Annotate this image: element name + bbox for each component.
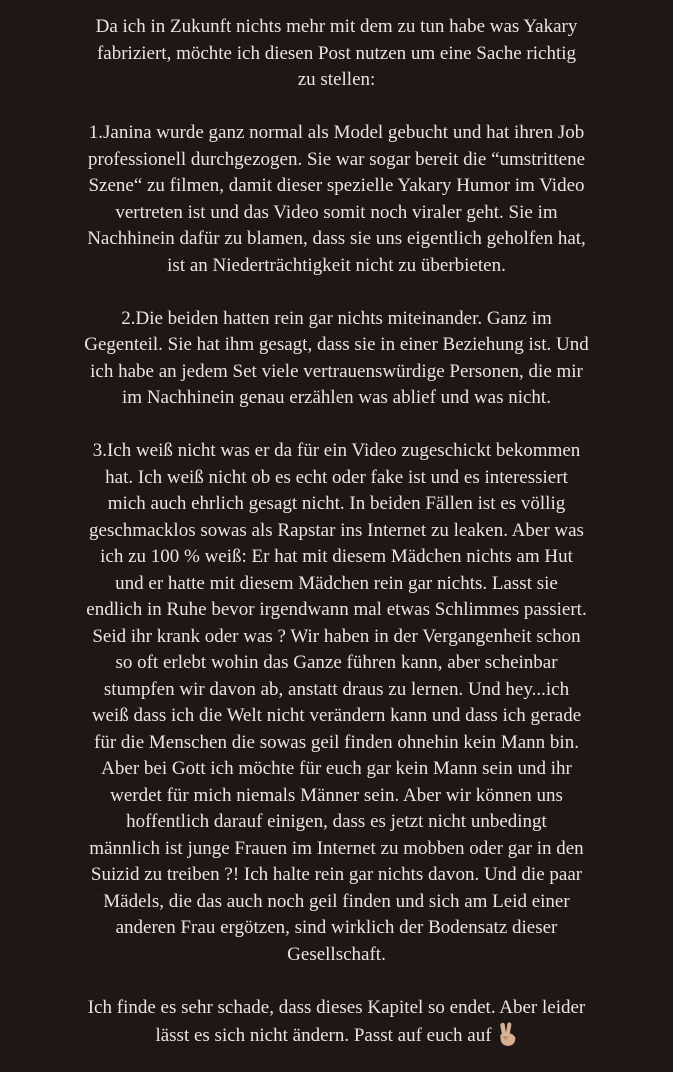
text-line: zu stellen: bbox=[297, 69, 376, 90]
text-line: 1.Janina wurde ganz normal als Model gebucht und hat ihren Job bbox=[88, 122, 585, 143]
text-line: ich habe an jedem Set viele vertrauenswürdige Personen, die mir bbox=[90, 360, 583, 382]
text-line: Mädels, die das auch noch geil finden und sich am Leid einer bbox=[103, 890, 570, 912]
text-line: Da ich in Zukunft nichts mehr mit dem zu tun habe was Yakary bbox=[95, 16, 578, 37]
text-line: Szene“ zu filmen, damit dieser spezielle Yakary Humor im Video bbox=[88, 175, 585, 196]
text-line: männlich ist junge Frauen im Internet zu mobben oder gar in den bbox=[89, 837, 584, 859]
text-line: 2.Die beiden hatten rein gar nichts miteinander. Ganz im bbox=[121, 307, 552, 329]
text-line: Nachhinein dafür zu blamen, dass sie uns eigentlich geholfen hat, bbox=[87, 228, 586, 249]
text-line: weiß dass ich die Welt nicht verändern kann und dass ich gerade bbox=[91, 705, 582, 726]
victory-hand-icon bbox=[496, 1021, 518, 1047]
text-line: Aber bei Gott ich möchte für euch gar kein Mann sein und ihr bbox=[101, 758, 572, 779]
text-line: professionell durchgezogen. Sie war sogar bereit die “umstrittene bbox=[88, 148, 585, 170]
paragraph-point-2 bbox=[12, 306, 661, 412]
text-line: anderen Frau ergötzen, sind wirklich der Bodensatz dieser bbox=[115, 917, 558, 938]
text-line: für die Menschen die sowas geil finden ohnehin kein Mann bin. bbox=[94, 731, 579, 753]
text-line: Suizid zu treiben ?! Ich halte rein gar nichts davon. Und die paar bbox=[90, 864, 583, 885]
text-line-content: lässt es sich nicht ändern. Passt auf euch auf bbox=[155, 1025, 492, 1046]
paragraph-closing bbox=[12, 995, 661, 1050]
paragraph-intro bbox=[12, 14, 661, 94]
text-line: vertreten ist und das Video somit noch viraler geht. Sie im bbox=[115, 201, 558, 223]
text-line: so oft erlebt wohin das Ganze führen kann, aber scheinbar bbox=[115, 652, 558, 673]
text-line: im Nachhinein genau erzählen was ablief und was nicht. bbox=[122, 387, 551, 408]
text-line: werdet für mich niemals Männer sein. Aber wir können uns bbox=[110, 784, 563, 806]
text-line: hoffentlich darauf einigen, dass es jetzt nicht unbedingt bbox=[126, 811, 547, 832]
text-line: Ich finde es sehr schade, dass dieses Kapitel so endet. Aber leider bbox=[87, 996, 586, 1018]
text-line: stumpfen wir davon ab, anstatt draus zu lernen. Und hey...ich bbox=[103, 678, 570, 700]
text-line: Gesellschaft. bbox=[287, 943, 386, 965]
text-line: und er hatte mit diesem Mädchen rein gar nichts. Lasst sie bbox=[115, 572, 558, 594]
text-line: ich zu 100 % weiß: Er hat mit diesem Mädchen nichts am Hut bbox=[100, 546, 573, 567]
paragraph-point-1 bbox=[12, 120, 661, 279]
text-line: 3.Ich weiß nicht was er da für ein Video zugeschickt bekommen bbox=[92, 440, 581, 461]
text-line: hat. Ich weiß nicht ob es echt oder fake ist und es interessiert bbox=[105, 466, 568, 488]
paragraph-point-3 bbox=[12, 438, 661, 968]
text-line-last bbox=[12, 1021, 661, 1050]
text-line: Gegenteil. Sie hat ihm gesagt, dass sie in einer Beziehung ist. Und bbox=[84, 334, 589, 355]
text-line: mich auch ehrlich gesagt nicht. In beiden Fällen ist es völlig bbox=[107, 493, 566, 514]
text-line: geschmacklos sowas als Rapstar ins Internet zu leaken. Aber was bbox=[89, 519, 584, 541]
text-line: endlich in Ruhe bevor irgendwann mal etwas Schlimmes passiert. bbox=[86, 599, 587, 620]
text-line: ist an Niederträchtigkeit nicht zu überbieten. bbox=[167, 254, 506, 276]
text-line: Seid ihr krank oder was ? Wir haben in der Vergangenheit schon bbox=[92, 625, 581, 647]
text-line: fabriziert, möchte ich diesen Post nutzen um eine Sache richtig bbox=[96, 42, 577, 64]
